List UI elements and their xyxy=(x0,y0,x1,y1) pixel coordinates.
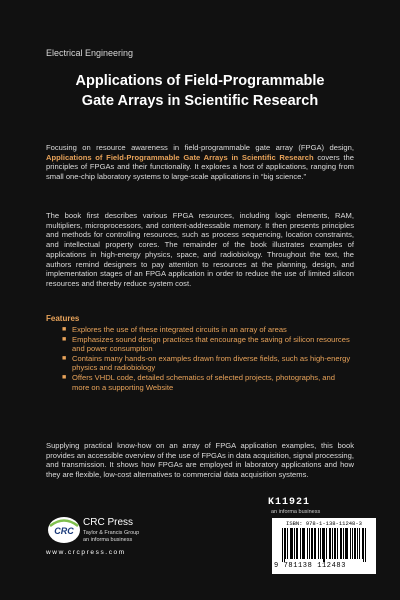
intro-text-before: Focusing on resource awareness in field-programmable gate array (FPGA) design, xyxy=(46,143,354,152)
summary-paragraph: Supplying practical know-how on an array of FPGA application examples, this book provides an accessible overview of the use of FPGAs in data acquisition, signal processing, and transmission. It shows how FPGAs are employed in laboratory applications and how they are flexible, low-cost alternatives to commercial data acquisition systems. xyxy=(46,441,354,480)
bullet-icon: ■ xyxy=(62,335,67,343)
barcode xyxy=(272,518,376,574)
publisher-name: CRC Press xyxy=(83,517,134,528)
intro-text-after: covers the principles of FPGAs and their functionality. It explores a host of applications, ranging from small one-chip laboratory systems to large-scale applications in “big science.” xyxy=(46,152,354,182)
title-line-1: Applications of Field-Programmable xyxy=(75,73,325,89)
barcode-bars-icon xyxy=(282,528,366,562)
informa-tagline: an informa business xyxy=(271,509,321,515)
features-heading: Features xyxy=(46,314,80,323)
publisher-website[interactable]: www.crcpress.com xyxy=(46,549,126,556)
bullet-icon: ■ xyxy=(62,373,67,381)
description-paragraph: The book first describes various FPGA resources, including logic elements, RAM, multipliers, microprocessors, and content-addressable memory. It then presents principles and methods for controlling resources, such as process sequencing, location constraints, and intellectual property cores. The remainder of the book illustrates examples of applications in high-energy physics, space, and radiobiology. Throughout the text, the authors remind designers to pay attention to resources at the planning, design, and implementation stages of an FPGA application in order to reduce the use of limited silicon resources and thereby reduce system cost. xyxy=(46,211,354,288)
publisher-group: Taylor & Francis Group xyxy=(83,530,140,536)
feature-item: ■ Emphasizes sound design practices that encourage the saving of silicon resources and power consumption xyxy=(62,334,350,354)
feature-item: ■ Offers VHDL code, detailed schematics of selected projects, photographs, and more on a supporting Website xyxy=(62,372,335,392)
features-list xyxy=(62,325,354,392)
logo-text: CRC xyxy=(54,526,74,536)
category-label: Electrical Engineering xyxy=(46,48,134,58)
feature-item: ■ Contains many hands-on examples drawn from diverse fields, such as high-energy physics and radiobiology xyxy=(62,353,351,373)
feature-item: ■ Explores the use of these integrated circuits in an array of areas xyxy=(62,325,287,334)
intro-paragraph xyxy=(46,143,354,182)
crc-press-logo-icon xyxy=(46,515,82,545)
isbn-label: ISBN: 978-1-138-11248-3 xyxy=(286,520,362,527)
publisher-business: an informa business xyxy=(83,537,133,543)
product-code: K11921 xyxy=(268,497,311,508)
bullet-icon: ■ xyxy=(62,354,67,362)
bullet-icon: ■ xyxy=(62,326,67,333)
intro-title-highlight: Applications of Field-Programmable Gate Arrays in Scientific Research xyxy=(46,152,314,162)
barcode-digits: 9 781138 112483 xyxy=(274,562,347,570)
book-title xyxy=(30,71,370,111)
title-line-2: Gate Arrays in Scientific Research xyxy=(81,93,319,109)
